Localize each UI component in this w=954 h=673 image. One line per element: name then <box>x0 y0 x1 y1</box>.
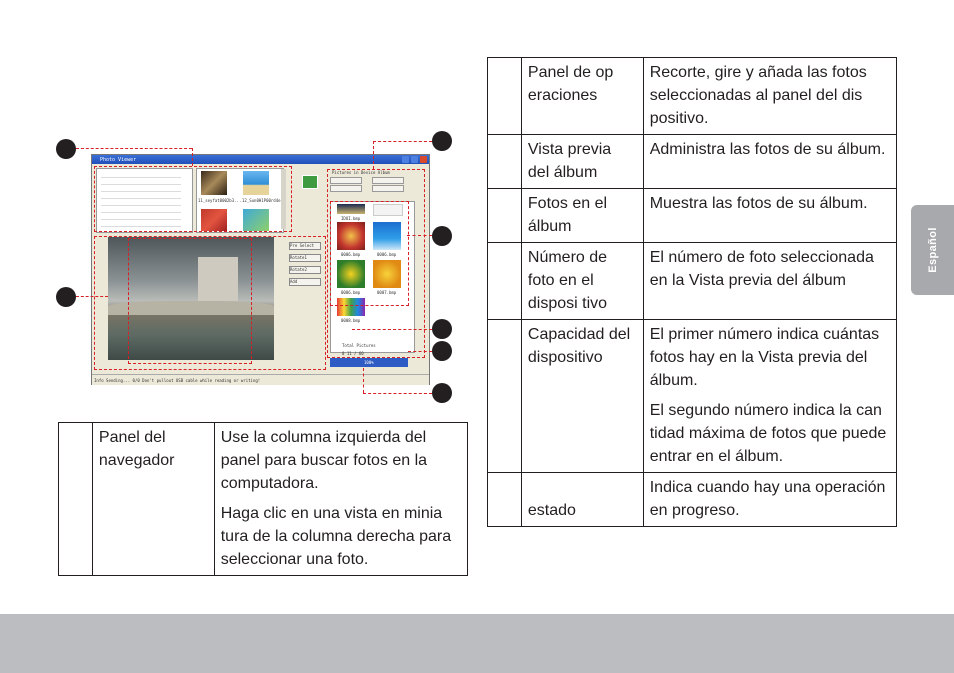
description-paragraph: Recorte, gire y añada las fotos seleccionadas al panel del dis positivo. <box>649 64 867 127</box>
send-icon <box>302 175 318 189</box>
callout-marker <box>432 383 452 403</box>
description-paragraph: Use la columna izquierda del panel para buscar fotos en la computadora. <box>220 429 428 492</box>
row-label: Panel de op eraciones <box>521 58 643 135</box>
capacity-values: 0 11 / 60 <box>342 351 364 356</box>
row-number <box>488 243 522 320</box>
op-button[interactable]: Pre Select <box>289 242 321 250</box>
callout-leader <box>192 148 193 166</box>
row-label: Vista previa del álbum <box>521 135 643 189</box>
right-feature-table <box>487 57 897 527</box>
maximize-icon <box>411 156 418 163</box>
description-paragraph: El número de foto seleccionada en la Vista previa del álbum <box>649 249 874 289</box>
description-paragraph: El primer número indica cuántas fotos hay en la Vista previa del álbum. <box>649 326 880 389</box>
row-number <box>59 423 93 576</box>
row-number <box>488 189 522 243</box>
callout-marker <box>432 319 452 339</box>
callout-leader <box>76 296 108 297</box>
callout-leader <box>373 141 374 169</box>
description-paragraph: El segundo número indica la can tidad máxima de fotos que puede entrar en el álbum. <box>649 402 887 465</box>
row-label: estado <box>521 473 643 527</box>
table-row <box>488 473 897 527</box>
callout-marker <box>432 226 452 246</box>
thumbnail-caption: 11_seyfat0002b3... <box>198 198 242 203</box>
callout-marker <box>56 287 76 307</box>
callout-marker <box>432 131 452 151</box>
row-description <box>643 320 896 473</box>
table-row <box>59 423 468 576</box>
crop-highlight <box>128 238 252 364</box>
row-number <box>488 320 522 473</box>
callout-marker <box>432 341 452 361</box>
table-row <box>488 243 897 320</box>
screenshot-titlebar <box>92 155 429 164</box>
row-number <box>488 473 522 527</box>
callout-marker <box>56 139 76 159</box>
language-tab-label: Español <box>926 227 939 273</box>
status-bar <box>92 374 429 385</box>
photos-highlight <box>330 201 409 306</box>
album-photo-caption: IDOI.bmp <box>341 216 361 221</box>
minimize-icon <box>402 156 409 163</box>
navigator-highlight <box>94 166 292 232</box>
row-description <box>643 135 896 189</box>
album-photo-caption: 0008.bmp <box>341 318 361 323</box>
callout-leader <box>363 368 364 393</box>
row-description <box>643 473 896 527</box>
op-button[interactable]: Rotate1 <box>289 254 321 262</box>
row-label: Panel del navegador <box>92 423 214 576</box>
progress-label: 100% <box>364 360 374 365</box>
row-description <box>643 243 896 320</box>
close-icon <box>420 156 427 163</box>
callout-leader <box>407 235 432 236</box>
row-label: Capacidad del dispositivo <box>521 320 643 473</box>
table-row <box>488 189 897 243</box>
row-number <box>488 58 522 135</box>
album-photo-caption: 0006.bmp <box>377 252 397 257</box>
row-label: Fotos en el álbum <box>521 189 643 243</box>
callout-leader <box>373 141 432 142</box>
callout-leader <box>408 351 432 352</box>
left-feature-table <box>58 422 468 576</box>
row-number <box>488 135 522 189</box>
op-button[interactable]: Add <box>289 278 321 286</box>
description-paragraph: Muestra las fotos de su álbum. <box>649 195 868 212</box>
capacity-label: Total Pictures <box>342 343 376 348</box>
table-row <box>488 135 897 189</box>
album-photo-caption: 0006.bmp <box>341 252 361 257</box>
row-description <box>643 189 896 243</box>
row-description <box>214 423 467 576</box>
row-label: Número de foto en el disposi tivo <box>521 243 643 320</box>
op-button[interactable]: Rotate2 <box>289 266 321 274</box>
description-paragraph: Administra las fotos de su álbum. <box>649 141 886 158</box>
thumbnail-caption: 12_Sun0H1P00rd4e <box>242 198 281 203</box>
table-row <box>488 320 897 473</box>
album-preview-title: Pictures in Device Album <box>332 170 390 175</box>
album-photo-caption: 0007.bmp <box>377 290 397 295</box>
progress-bar <box>330 358 408 367</box>
row-description <box>643 58 896 135</box>
language-tab <box>911 205 954 295</box>
callout-leader <box>76 148 192 149</box>
callout-leader <box>352 329 432 330</box>
table-row <box>488 58 897 135</box>
album-photo-caption: 0006.bmp <box>341 290 361 295</box>
description-paragraph: Indica cuando hay una operación en progreso. <box>649 479 886 519</box>
status-text: Info Sending... 0/0 Don't pullout USB cable while reading or writing! <box>94 378 261 383</box>
page-footer-band <box>0 614 954 673</box>
description-paragraph: Haga clic en una vista en minia tura de la columna derecha para seleccionar una foto. <box>220 505 452 568</box>
callout-leader <box>363 393 432 394</box>
screenshot-title: Photo Viewer <box>100 157 137 163</box>
